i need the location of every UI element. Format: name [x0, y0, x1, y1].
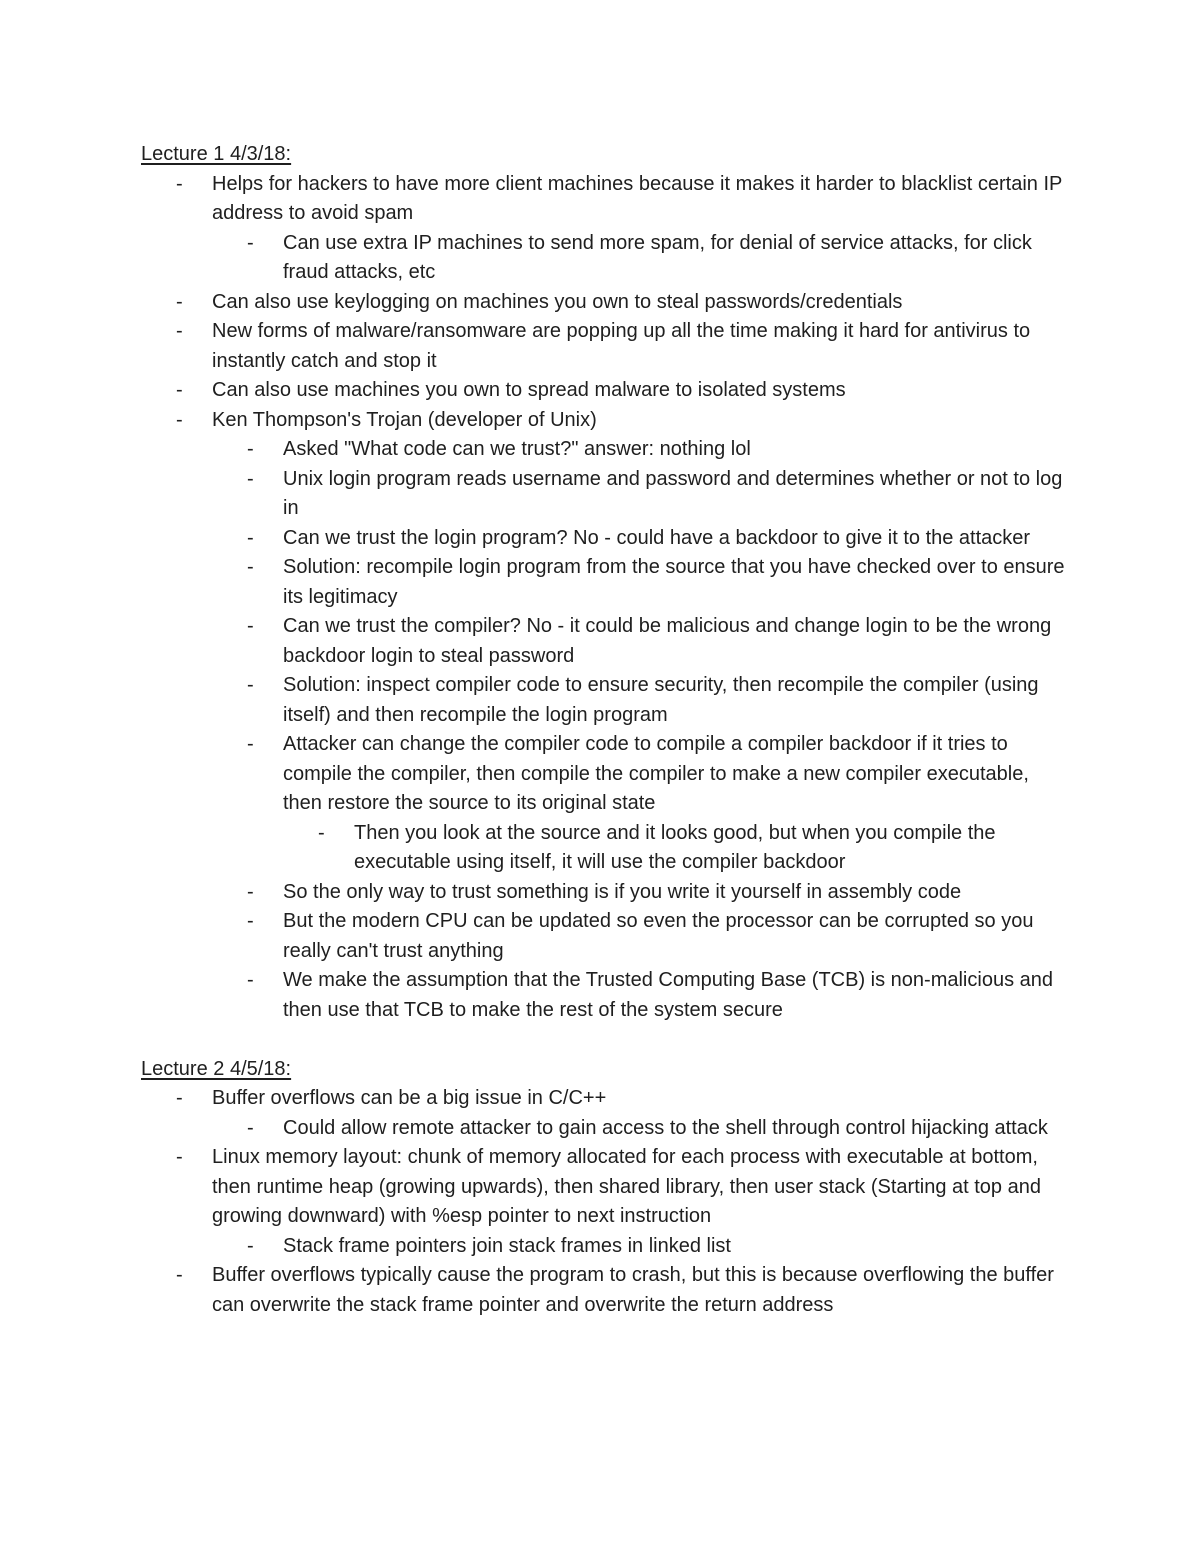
bullet-text: Solution: inspect compiler code to ensure security, then recompile the compiler (using itself) and then recompile the login program	[283, 674, 1039, 726]
bullet-text: New forms of malware/ransomware are popping up all the time making it hard for antivirus to instantly catch and stop it	[212, 320, 1031, 372]
bullet-item	[141, 524, 1071, 554]
bullet-text: So the only way to trust something is if you write it yourself in assembly code	[283, 880, 962, 903]
dash-bullet-icon: -	[247, 969, 254, 991]
bullet-text: Ken Thompson's Trojan (developer of Unix)	[212, 408, 597, 431]
bullet-text: Unix login program reads username and password and determines whether or not to log in	[283, 467, 1063, 519]
bullet-item	[141, 170, 1071, 229]
dash-bullet-icon: -	[176, 1264, 183, 1286]
lecture-heading: Lecture 2 4/5/18:	[141, 1057, 292, 1080]
dash-bullet-icon: -	[176, 1087, 183, 1109]
dash-bullet-icon: -	[176, 172, 183, 195]
bullet-item	[141, 376, 1071, 406]
bullet-item	[141, 1114, 1071, 1144]
bullet-item	[141, 878, 1071, 908]
bullet-text: Asked "What code can we trust?" answer: nothing lol	[283, 438, 751, 460]
dash-bullet-icon: -	[247, 733, 254, 755]
bullet-text: Could allow remote attacker to gain access to the shell through control hijacking attack	[283, 1116, 1048, 1139]
dash-bullet-icon: -	[247, 910, 254, 932]
dash-bullet-icon: -	[247, 880, 254, 903]
bullet-text: Can also use machines you own to spread malware to isolated systems	[212, 379, 846, 401]
bullet-text: But the modern CPU can be updated so even the processor can be corrupted so you really can't trust anything	[283, 910, 1034, 962]
bullet-item	[141, 435, 1071, 465]
bullet-text: Can we trust the compiler? No - it could be malicious and change login to be the wrong backdoor login to steal password	[283, 615, 1052, 667]
dash-bullet-icon: -	[247, 1116, 254, 1139]
bullet-text: Can use extra IP machines to send more spam, for denial of service attacks, for click fraud attacks, etc	[283, 231, 1032, 283]
dash-bullet-icon: -	[247, 674, 254, 696]
dash-bullet-icon: -	[247, 1234, 254, 1257]
bullet-text: Can we trust the login program? No - could have a backdoor to give it to the attacker	[283, 526, 1031, 549]
lecture-heading: Lecture 1 4/3/18:	[141, 143, 292, 165]
bullet-item	[141, 288, 1071, 318]
bullet-item	[141, 553, 1071, 612]
bullet-item	[141, 966, 1071, 1025]
dash-bullet-icon: -	[318, 821, 325, 844]
bullet-item	[141, 819, 1071, 878]
bullet-item	[141, 671, 1071, 730]
bullet-text: Helps for hackers to have more client machines because it makes it harder to blacklist certain IP address to avoid spam	[212, 172, 1063, 224]
bullet-item	[141, 1232, 1071, 1262]
dash-bullet-icon: -	[176, 1146, 183, 1168]
dash-bullet-icon: -	[176, 408, 183, 431]
bullet-item	[141, 229, 1071, 288]
notes-content	[141, 140, 1071, 1320]
bullet-item	[141, 1143, 1071, 1232]
lecture-section	[141, 1055, 1071, 1321]
bullet-item	[141, 1084, 1071, 1114]
dash-bullet-icon: -	[176, 379, 183, 401]
bullet-text: We make the assumption that the Trusted Computing Base (TCB) is non-malicious and then use that TCB to make the rest of the system secure	[283, 969, 1053, 1021]
dash-bullet-icon: -	[247, 615, 254, 637]
bullet-text: Linux memory layout: chunk of memory allocated for each process with executable at bottom, then runtime heap (growing upwards), then shared library, then user stack (Starting at top and growing downward) with %esp pointer to next instruction	[212, 1146, 1041, 1227]
dash-bullet-icon: -	[247, 556, 254, 578]
dash-bullet-icon: -	[176, 290, 183, 313]
bullet-item	[141, 907, 1071, 966]
bullet-item	[141, 317, 1071, 376]
bullet-text: Buffer overflows typically cause the program to crash, but this is because overflowing the buffer can overwrite the stack frame pointer and overwrite the return address	[212, 1264, 1054, 1316]
dash-bullet-icon: -	[247, 467, 254, 490]
dash-bullet-icon: -	[176, 320, 183, 342]
bullet-text: Stack frame pointers join stack frames in linked list	[283, 1234, 731, 1257]
bullet-item	[141, 1261, 1071, 1320]
bullet-text: Attacker can change the compiler code to compile a compiler backdoor if it tries to compile the compiler, then compile the compiler to make a new compiler executable, then restore the source to its original state	[283, 733, 1029, 814]
bullet-text: Can also use keylogging on machines you own to steal passwords/credentials	[212, 290, 903, 313]
bullet-text: Buffer overflows can be a big issue in C/C++	[212, 1087, 607, 1109]
dash-bullet-icon: -	[247, 438, 254, 460]
lecture-section	[141, 140, 1071, 1025]
bullet-text: Solution: recompile login program from the source that you have checked over to ensure its legitimacy	[283, 556, 1065, 608]
bullet-text: Then you look at the source and it looks good, but when you compile the executable using itself, it will use the compiler backdoor	[354, 821, 996, 873]
dash-bullet-icon: -	[247, 231, 254, 254]
bullet-item	[141, 612, 1071, 671]
bullet-item	[141, 465, 1071, 524]
bullet-item	[141, 730, 1071, 819]
bullet-item	[141, 406, 1071, 436]
dash-bullet-icon: -	[247, 526, 254, 549]
